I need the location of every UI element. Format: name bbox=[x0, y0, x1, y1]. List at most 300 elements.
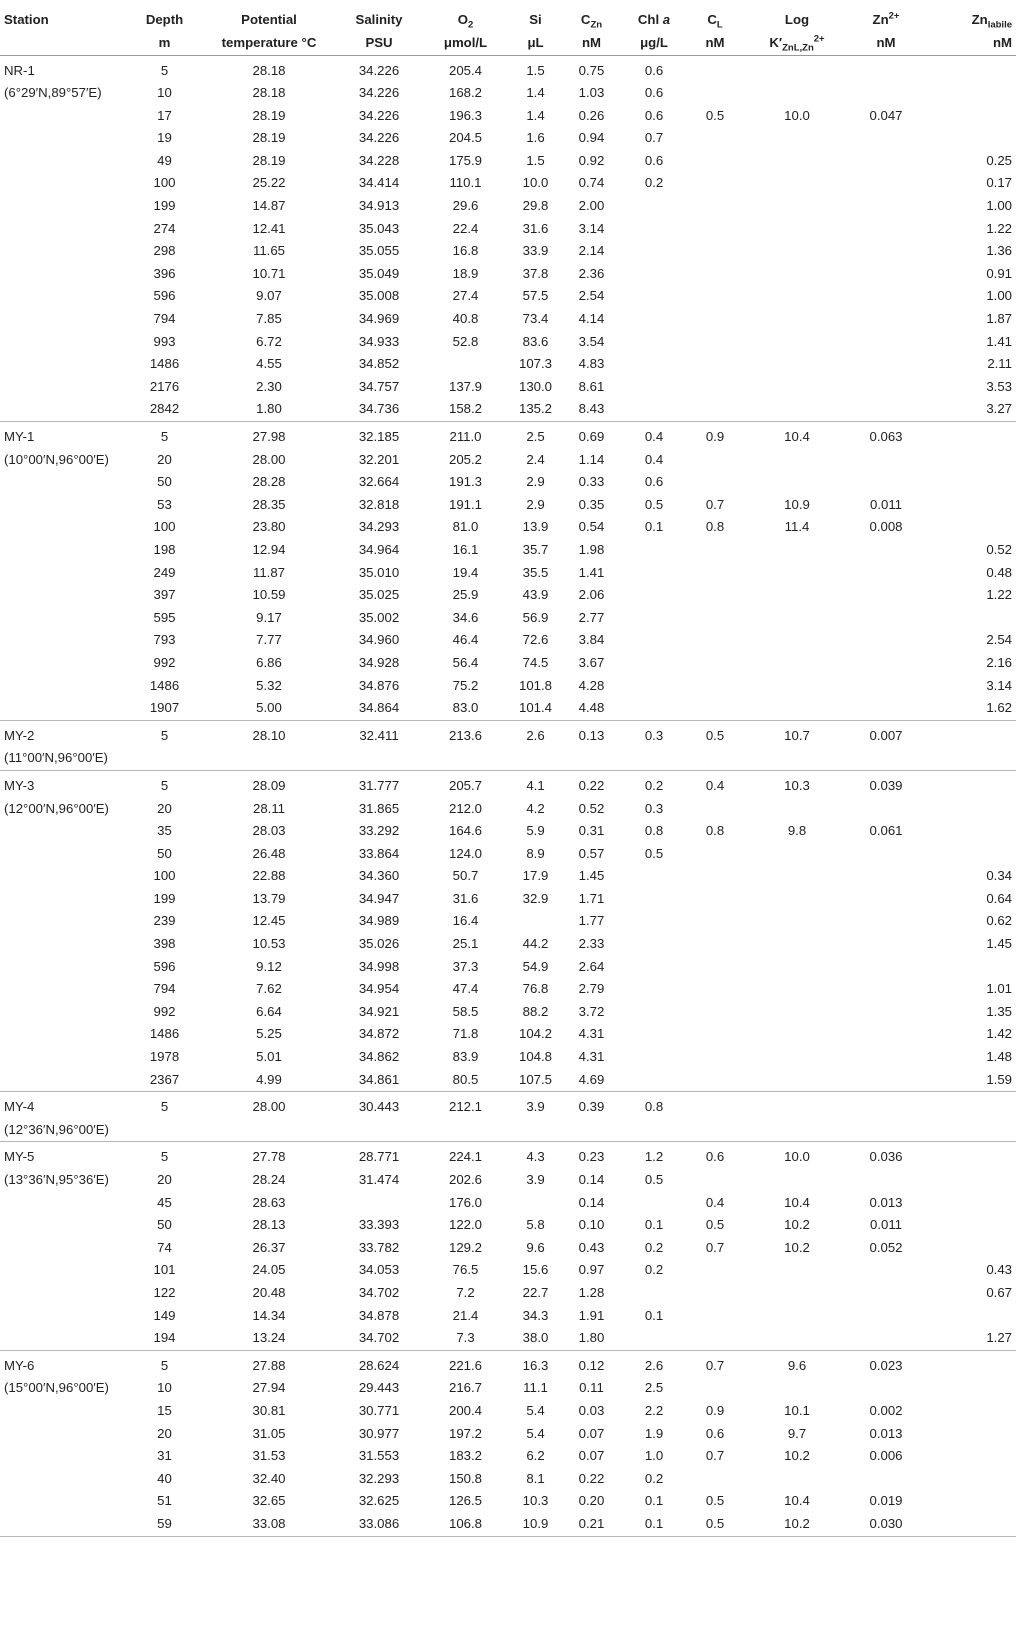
cell-salinity: 33.292 bbox=[358, 823, 400, 839]
cell-chla bbox=[624, 331, 684, 354]
cell-cl: 0.7 bbox=[705, 1357, 725, 1373]
cell-chla bbox=[624, 652, 684, 675]
cell-logk bbox=[746, 398, 848, 421]
station-cell-empty bbox=[0, 1214, 130, 1237]
cell-o2: 7.2 bbox=[456, 1284, 475, 1300]
cell-logk bbox=[746, 1259, 848, 1282]
cell-zn2plus bbox=[848, 1377, 924, 1400]
station-name: MY-4 bbox=[4, 1099, 35, 1115]
cell-cl: 0.4 bbox=[705, 777, 725, 793]
cell-o2: 27.4 bbox=[452, 288, 479, 304]
cell-si: 104.8 bbox=[518, 1049, 552, 1065]
cell-depth: 5 bbox=[160, 1099, 169, 1115]
cell-salinity: 34.960 bbox=[358, 632, 400, 648]
station-cell-empty bbox=[0, 494, 130, 517]
cell-czn: 0.69 bbox=[578, 429, 605, 444]
cell-zn2plus bbox=[848, 1069, 924, 1092]
cell-depth: 199 bbox=[153, 198, 176, 214]
table-row bbox=[0, 798, 1016, 821]
cell-si: 17.9 bbox=[522, 868, 549, 884]
cell-si: 72.6 bbox=[522, 632, 549, 648]
cell-depth: 101 bbox=[153, 1262, 176, 1278]
cell-depth: 596 bbox=[153, 958, 176, 974]
cell-salinity: 34.414 bbox=[358, 175, 400, 191]
cell-chla bbox=[624, 956, 684, 979]
cell-potential-temperature: 4.55 bbox=[256, 356, 282, 372]
cell-potential-temperature: 2.30 bbox=[256, 378, 282, 394]
cell-cl: 0.8 bbox=[705, 519, 725, 535]
cell-zn2plus: 0.052 bbox=[869, 1239, 903, 1255]
cell-chla bbox=[624, 629, 684, 652]
cell-zn2plus bbox=[848, 865, 924, 888]
cell-o2: 56.4 bbox=[452, 654, 479, 670]
cell-cl bbox=[684, 1092, 746, 1119]
cell-zn2plus: 0.011 bbox=[869, 496, 903, 512]
cell-si: 73.4 bbox=[522, 311, 549, 327]
cell-chla: 1.0 bbox=[644, 1448, 664, 1464]
station-group-my-2 bbox=[0, 720, 1016, 770]
cell-si: 2.6 bbox=[526, 727, 545, 743]
cell-si: 101.8 bbox=[518, 677, 552, 693]
cell-potential-temperature: 28.18 bbox=[252, 62, 286, 78]
cell-czn: 0.12 bbox=[578, 1357, 605, 1373]
table-row bbox=[0, 195, 1016, 218]
cell-chla: 0.7 bbox=[644, 130, 664, 146]
cell-czn: 8.61 bbox=[578, 378, 605, 394]
cell-chla bbox=[624, 285, 684, 308]
table-row bbox=[0, 607, 1016, 630]
station-cell-empty bbox=[0, 308, 130, 331]
cell-potential-temperature: 7.62 bbox=[256, 981, 282, 997]
cell-logk bbox=[746, 1377, 848, 1400]
cell-o2: 37.3 bbox=[452, 958, 479, 974]
cell-znlabile bbox=[924, 1490, 1016, 1513]
cell-chla: 0.5 bbox=[644, 1172, 664, 1187]
cell-czn: 8.43 bbox=[578, 401, 605, 417]
station-cell-empty bbox=[0, 1282, 130, 1305]
station-name: MY-2 bbox=[4, 727, 35, 743]
cell-znlabile bbox=[924, 1350, 1016, 1377]
cell-o2: 191.3 bbox=[448, 474, 482, 490]
station-cell-empty bbox=[0, 865, 130, 888]
cell-depth: 100 bbox=[153, 175, 176, 191]
cell-logk: 10.7 bbox=[784, 727, 810, 743]
cell-potential-temperature: 5.32 bbox=[256, 677, 282, 693]
cell-salinity: 33.393 bbox=[358, 1217, 400, 1233]
station-group-nr-1 bbox=[0, 55, 1016, 422]
cell-salinity: 35.055 bbox=[358, 243, 400, 259]
header-zn2plus: $Zn^{2+}$ nM bbox=[872, 10, 900, 50]
station-coords: (10°00′N,96°00′E) bbox=[4, 451, 109, 467]
table-row bbox=[0, 933, 1016, 956]
cell-zn2plus bbox=[848, 398, 924, 421]
cell-zn2plus bbox=[848, 1468, 924, 1491]
station-group-my-3 bbox=[0, 770, 1016, 1091]
station-cell-empty bbox=[0, 218, 130, 241]
cell-potential-temperature: 28.24 bbox=[252, 1172, 286, 1187]
cell-depth: 794 bbox=[153, 981, 176, 997]
cell-si: 8.9 bbox=[526, 845, 545, 861]
cell-chla bbox=[624, 218, 684, 241]
cell-depth: 1978 bbox=[149, 1049, 180, 1065]
cell-salinity: 34.757 bbox=[358, 378, 400, 394]
cell-cl: 0.7 bbox=[705, 1239, 725, 1255]
cell-o2: 183.2 bbox=[448, 1448, 482, 1464]
cell-chla bbox=[624, 1023, 684, 1046]
cell-znlabile: 2.54 bbox=[986, 632, 1012, 648]
cell-empty bbox=[924, 1119, 1016, 1142]
cell-znlabile bbox=[924, 1192, 1016, 1215]
cell-empty bbox=[684, 747, 746, 770]
cell-depth: 992 bbox=[153, 654, 176, 670]
cell-cl bbox=[684, 285, 746, 308]
cell-zn2plus bbox=[848, 195, 924, 218]
cell-znlabile: 1.45 bbox=[986, 936, 1012, 952]
cell-zn2plus bbox=[848, 1169, 924, 1192]
station-cell-empty bbox=[0, 331, 130, 354]
cell-empty bbox=[419, 1119, 512, 1142]
cell-salinity: 34.872 bbox=[358, 1026, 400, 1042]
cell-zn2plus bbox=[848, 933, 924, 956]
cell-potential-temperature: 26.48 bbox=[252, 845, 286, 861]
cell-logk bbox=[746, 1092, 848, 1119]
station-group-my-1 bbox=[0, 422, 1016, 721]
cell-o2: 31.6 bbox=[452, 890, 479, 906]
table-row bbox=[0, 1259, 1016, 1282]
cell-potential-temperature: 28.63 bbox=[252, 1194, 286, 1210]
cell-potential-temperature: 6.86 bbox=[256, 654, 282, 670]
cell-depth: 993 bbox=[153, 333, 176, 349]
cell-zn2plus bbox=[848, 1092, 924, 1119]
cell-o2: 175.9 bbox=[448, 152, 482, 168]
cell-cl bbox=[684, 865, 746, 888]
cell-si: 3.9 bbox=[526, 1172, 545, 1187]
cell-logk bbox=[746, 1282, 848, 1305]
cell-si: 32.9 bbox=[522, 890, 549, 906]
cell-potential-temperature: 28.19 bbox=[252, 152, 286, 168]
cell-znlabile: 0.64 bbox=[986, 890, 1012, 906]
cell-depth: 20 bbox=[157, 1425, 172, 1441]
cell-salinity: 33.086 bbox=[358, 1515, 400, 1531]
table-row bbox=[0, 1169, 1016, 1192]
cell-logk: 10.2 bbox=[784, 1239, 810, 1255]
table-row bbox=[0, 1490, 1016, 1513]
cell-zn2plus bbox=[848, 584, 924, 607]
station-group-my-6 bbox=[0, 1350, 1016, 1536]
cell-si: 104.2 bbox=[518, 1026, 552, 1042]
cell-o2: 18.9 bbox=[452, 265, 479, 281]
cell-zn2plus: 0.013 bbox=[869, 1425, 903, 1441]
cell-logk bbox=[746, 675, 848, 698]
cell-znlabile bbox=[924, 1513, 1016, 1536]
cell-czn: 4.31 bbox=[578, 1026, 605, 1042]
cell-si: 10.9 bbox=[522, 1515, 549, 1531]
cell-depth: 50 bbox=[157, 474, 172, 490]
table-row bbox=[0, 956, 1016, 979]
cell-potential-temperature: 31.53 bbox=[252, 1448, 286, 1464]
cell-salinity: 34.921 bbox=[358, 1003, 400, 1019]
cell-czn: 1.98 bbox=[578, 541, 605, 557]
cell-cl bbox=[684, 172, 746, 195]
cell-si: 6.2 bbox=[526, 1448, 545, 1464]
table-row bbox=[0, 697, 1016, 720]
cell-salinity: 34.702 bbox=[358, 1284, 400, 1300]
station-name: MY-6 bbox=[4, 1357, 35, 1373]
cell-logk: 10.2 bbox=[784, 1217, 810, 1233]
cell-salinity: 34.864 bbox=[358, 700, 400, 716]
header-depth: Depth m bbox=[145, 12, 184, 50]
cell-salinity: 34.913 bbox=[358, 198, 400, 214]
cell-si: 56.9 bbox=[522, 609, 549, 625]
cell-potential-temperature: 26.37 bbox=[252, 1239, 286, 1255]
cell-si: 4.1 bbox=[526, 777, 545, 793]
cell-si: 22.7 bbox=[522, 1284, 549, 1300]
cell-potential-temperature: 25.22 bbox=[252, 175, 286, 191]
cell-salinity: 34.969 bbox=[358, 311, 400, 327]
cell-zn2plus: 0.019 bbox=[869, 1493, 903, 1509]
cell-logk bbox=[746, 888, 848, 911]
cell-si: 2.9 bbox=[526, 496, 545, 512]
cell-si: 11.1 bbox=[523, 1380, 548, 1396]
station-cell-empty bbox=[0, 910, 130, 933]
cell-empty bbox=[339, 1119, 419, 1142]
station-name: NR-1 bbox=[4, 62, 35, 78]
cell-si: 1.5 bbox=[526, 152, 545, 168]
cell-empty bbox=[624, 747, 684, 770]
cell-potential-temperature: 11.65 bbox=[252, 243, 286, 259]
cell-salinity: 31.865 bbox=[358, 800, 400, 816]
cell-o2: 197.2 bbox=[448, 1425, 482, 1441]
cell-chla bbox=[624, 1001, 684, 1024]
cell-cl bbox=[684, 1305, 746, 1328]
cell-zn2plus bbox=[848, 308, 924, 331]
cell-czn: 0.22 bbox=[578, 777, 605, 793]
table-row bbox=[0, 263, 1016, 286]
cell-chla bbox=[624, 1046, 684, 1069]
cell-czn: 1.71 bbox=[578, 890, 605, 906]
cell-cl bbox=[684, 308, 746, 331]
cell-znlabile: 1.22 bbox=[986, 587, 1012, 603]
cell-o2: 216.7 bbox=[448, 1380, 482, 1396]
cell-potential-temperature: 27.94 bbox=[252, 1380, 286, 1396]
cell-czn: 0.94 bbox=[578, 130, 605, 146]
table-row bbox=[0, 865, 1016, 888]
cell-si: 5.4 bbox=[526, 1402, 545, 1418]
cell-logk bbox=[746, 55, 848, 82]
cell-salinity: 35.026 bbox=[358, 936, 400, 952]
cell-logk: 10.9 bbox=[784, 496, 810, 512]
cell-si: 1.4 bbox=[526, 107, 545, 123]
table-row bbox=[0, 1377, 1016, 1400]
cell-si: 8.1 bbox=[526, 1470, 545, 1486]
cell-salinity: 34.947 bbox=[358, 890, 400, 906]
cell-chla bbox=[624, 888, 684, 911]
cell-logk bbox=[746, 285, 848, 308]
cell-potential-temperature: 28.00 bbox=[252, 1099, 286, 1115]
cell-chla: 0.8 bbox=[644, 823, 664, 839]
cell-czn: 4.69 bbox=[578, 1071, 605, 1087]
cell-depth: 15 bbox=[157, 1402, 172, 1418]
cell-zn2plus bbox=[848, 697, 924, 720]
cell-chla: 2.5 bbox=[644, 1380, 664, 1396]
cell-czn: 0.11 bbox=[579, 1380, 604, 1396]
cell-salinity: 29.443 bbox=[358, 1380, 400, 1396]
cell-potential-temperature: 13.79 bbox=[252, 890, 286, 906]
cell-czn: 3.84 bbox=[578, 632, 605, 648]
cell-o2: 158.2 bbox=[448, 401, 482, 417]
cell-logk: 10.0 bbox=[784, 1149, 810, 1165]
station-group-my-4 bbox=[0, 1092, 1016, 1142]
cell-empty bbox=[512, 1119, 559, 1142]
cell-salinity: 30.443 bbox=[358, 1099, 400, 1115]
cell-potential-temperature: 30.81 bbox=[252, 1402, 286, 1418]
cell-depth: 100 bbox=[153, 519, 176, 535]
cell-o2: 19.4 bbox=[452, 564, 479, 580]
cell-czn: 0.07 bbox=[578, 1448, 605, 1464]
cell-zn2plus bbox=[848, 562, 924, 585]
cell-znlabile: 1.35 bbox=[986, 1003, 1012, 1019]
cell-o2: 7.3 bbox=[456, 1330, 475, 1346]
table-row bbox=[0, 82, 1016, 105]
table-row bbox=[0, 218, 1016, 241]
cell-cl bbox=[684, 1069, 746, 1092]
cell-o2: 176.0 bbox=[448, 1194, 482, 1210]
cell-znlabile: 1.48 bbox=[986, 1049, 1012, 1065]
cell-salinity: 35.025 bbox=[358, 587, 400, 603]
cell-chla bbox=[624, 865, 684, 888]
cell-o2: 137.9 bbox=[448, 378, 482, 394]
table-row bbox=[0, 747, 1016, 770]
cell-potential-temperature: 6.72 bbox=[256, 333, 282, 349]
cell-o2: 50.7 bbox=[452, 868, 479, 884]
table-row bbox=[0, 1305, 1016, 1328]
cell-logk: 10.0 bbox=[784, 107, 810, 123]
cell-znlabile bbox=[924, 1214, 1016, 1237]
cell-salinity: 34.998 bbox=[358, 958, 400, 974]
cell-chla: 2.6 bbox=[644, 1357, 664, 1373]
cell-depth: 396 bbox=[153, 265, 176, 281]
cell-znlabile bbox=[924, 1468, 1016, 1491]
cell-salinity: 34.876 bbox=[358, 677, 400, 693]
cell-si: 74.5 bbox=[522, 654, 549, 670]
cell-depth: 17 bbox=[157, 107, 172, 123]
cell-salinity: 34.736 bbox=[358, 401, 400, 417]
cell-logk: 9.6 bbox=[787, 1357, 807, 1373]
cell-czn: 2.33 bbox=[578, 936, 605, 952]
cell-cl bbox=[684, 584, 746, 607]
cell-potential-temperature: 32.40 bbox=[252, 1470, 286, 1486]
cell-znlabile: 1.00 bbox=[986, 288, 1012, 304]
cell-si: 35.7 bbox=[522, 541, 549, 557]
cell-zn2plus: 0.063 bbox=[869, 429, 903, 444]
cell-si: 15.6 bbox=[522, 1262, 549, 1278]
station-cell-empty bbox=[0, 1468, 130, 1491]
cell-potential-temperature: 5.00 bbox=[256, 700, 282, 716]
cell-cl bbox=[684, 376, 746, 399]
cell-si: 88.2 bbox=[522, 1003, 549, 1019]
cell-empty bbox=[746, 1119, 848, 1142]
cell-logk bbox=[746, 308, 848, 331]
cell-salinity: 34.852 bbox=[358, 356, 400, 372]
station-cell-empty bbox=[0, 1046, 130, 1069]
cell-czn: 3.72 bbox=[578, 1003, 605, 1019]
cell-cl: 0.7 bbox=[705, 1448, 725, 1464]
cell-chla: 0.5 bbox=[644, 845, 664, 861]
cell-chla: 0.6 bbox=[644, 85, 664, 101]
cell-czn: 1.41 bbox=[578, 564, 605, 580]
station-cell-empty bbox=[0, 516, 130, 539]
cell-chla: 0.6 bbox=[644, 474, 664, 490]
station-cell-empty bbox=[0, 629, 130, 652]
cell-czn: 0.21 bbox=[578, 1515, 605, 1531]
cell-si: 3.9 bbox=[526, 1099, 545, 1115]
cell-logk bbox=[746, 1327, 848, 1350]
table-row bbox=[0, 1023, 1016, 1046]
cell-depth: 274 bbox=[153, 220, 176, 236]
cell-si: 107.5 bbox=[518, 1071, 552, 1087]
cell-si: 16.3 bbox=[522, 1357, 549, 1373]
cell-logk bbox=[746, 843, 848, 866]
cell-zn2plus: 0.030 bbox=[869, 1515, 903, 1531]
station-cell-empty bbox=[0, 1192, 130, 1215]
cell-czn: 0.33 bbox=[578, 474, 605, 490]
cell-si: 31.6 bbox=[522, 220, 549, 236]
cell-zn2plus: 0.036 bbox=[869, 1149, 903, 1165]
cell-czn: 0.54 bbox=[578, 519, 605, 535]
cell-cl: 0.4 bbox=[705, 1194, 725, 1210]
cell-znlabile: 1.22 bbox=[986, 220, 1012, 236]
table-row bbox=[0, 720, 1016, 747]
cell-chla bbox=[624, 308, 684, 331]
cell-si: 9.6 bbox=[526, 1239, 545, 1255]
cell-zn2plus bbox=[848, 1259, 924, 1282]
cell-cl bbox=[684, 1282, 746, 1305]
cell-empty bbox=[130, 747, 199, 770]
cell-logk bbox=[746, 218, 848, 241]
cell-zn2plus bbox=[848, 150, 924, 173]
cell-o2: 212.0 bbox=[448, 800, 482, 816]
cell-depth: 992 bbox=[153, 1003, 176, 1019]
cell-potential-temperature: 27.88 bbox=[252, 1357, 286, 1373]
cell-zn2plus bbox=[848, 1305, 924, 1328]
cell-znlabile: 3.14 bbox=[986, 677, 1012, 693]
cell-o2: 150.8 bbox=[448, 1470, 482, 1486]
cell-czn: 1.77 bbox=[578, 913, 605, 929]
cell-logk: 10.2 bbox=[784, 1515, 810, 1531]
cell-o2: 21.4 bbox=[452, 1307, 479, 1323]
station-cell-empty bbox=[0, 471, 130, 494]
cell-cl bbox=[684, 331, 746, 354]
cell-potential-temperature: 9.07 bbox=[256, 288, 282, 304]
cell-salinity: 30.771 bbox=[358, 1402, 400, 1418]
cell-chla bbox=[624, 376, 684, 399]
cell-czn: 1.91 bbox=[578, 1307, 605, 1323]
cell-potential-temperature: 10.53 bbox=[252, 936, 286, 952]
cell-czn: 0.35 bbox=[578, 496, 605, 512]
cell-si: 76.8 bbox=[522, 981, 549, 997]
cell-cl: 0.9 bbox=[705, 429, 725, 444]
cell-potential-temperature: 28.10 bbox=[252, 727, 286, 743]
cell-logk bbox=[746, 629, 848, 652]
station-cell-empty bbox=[0, 820, 130, 843]
cell-chla: 0.2 bbox=[644, 1262, 664, 1278]
cell-zn2plus bbox=[848, 1046, 924, 1069]
cell-cl bbox=[684, 449, 746, 472]
station-name: MY-3 bbox=[4, 777, 35, 793]
cell-salinity: 34.862 bbox=[358, 1049, 400, 1065]
cell-logk: 10.2 bbox=[784, 1448, 810, 1464]
cell-znlabile bbox=[924, 843, 1016, 866]
